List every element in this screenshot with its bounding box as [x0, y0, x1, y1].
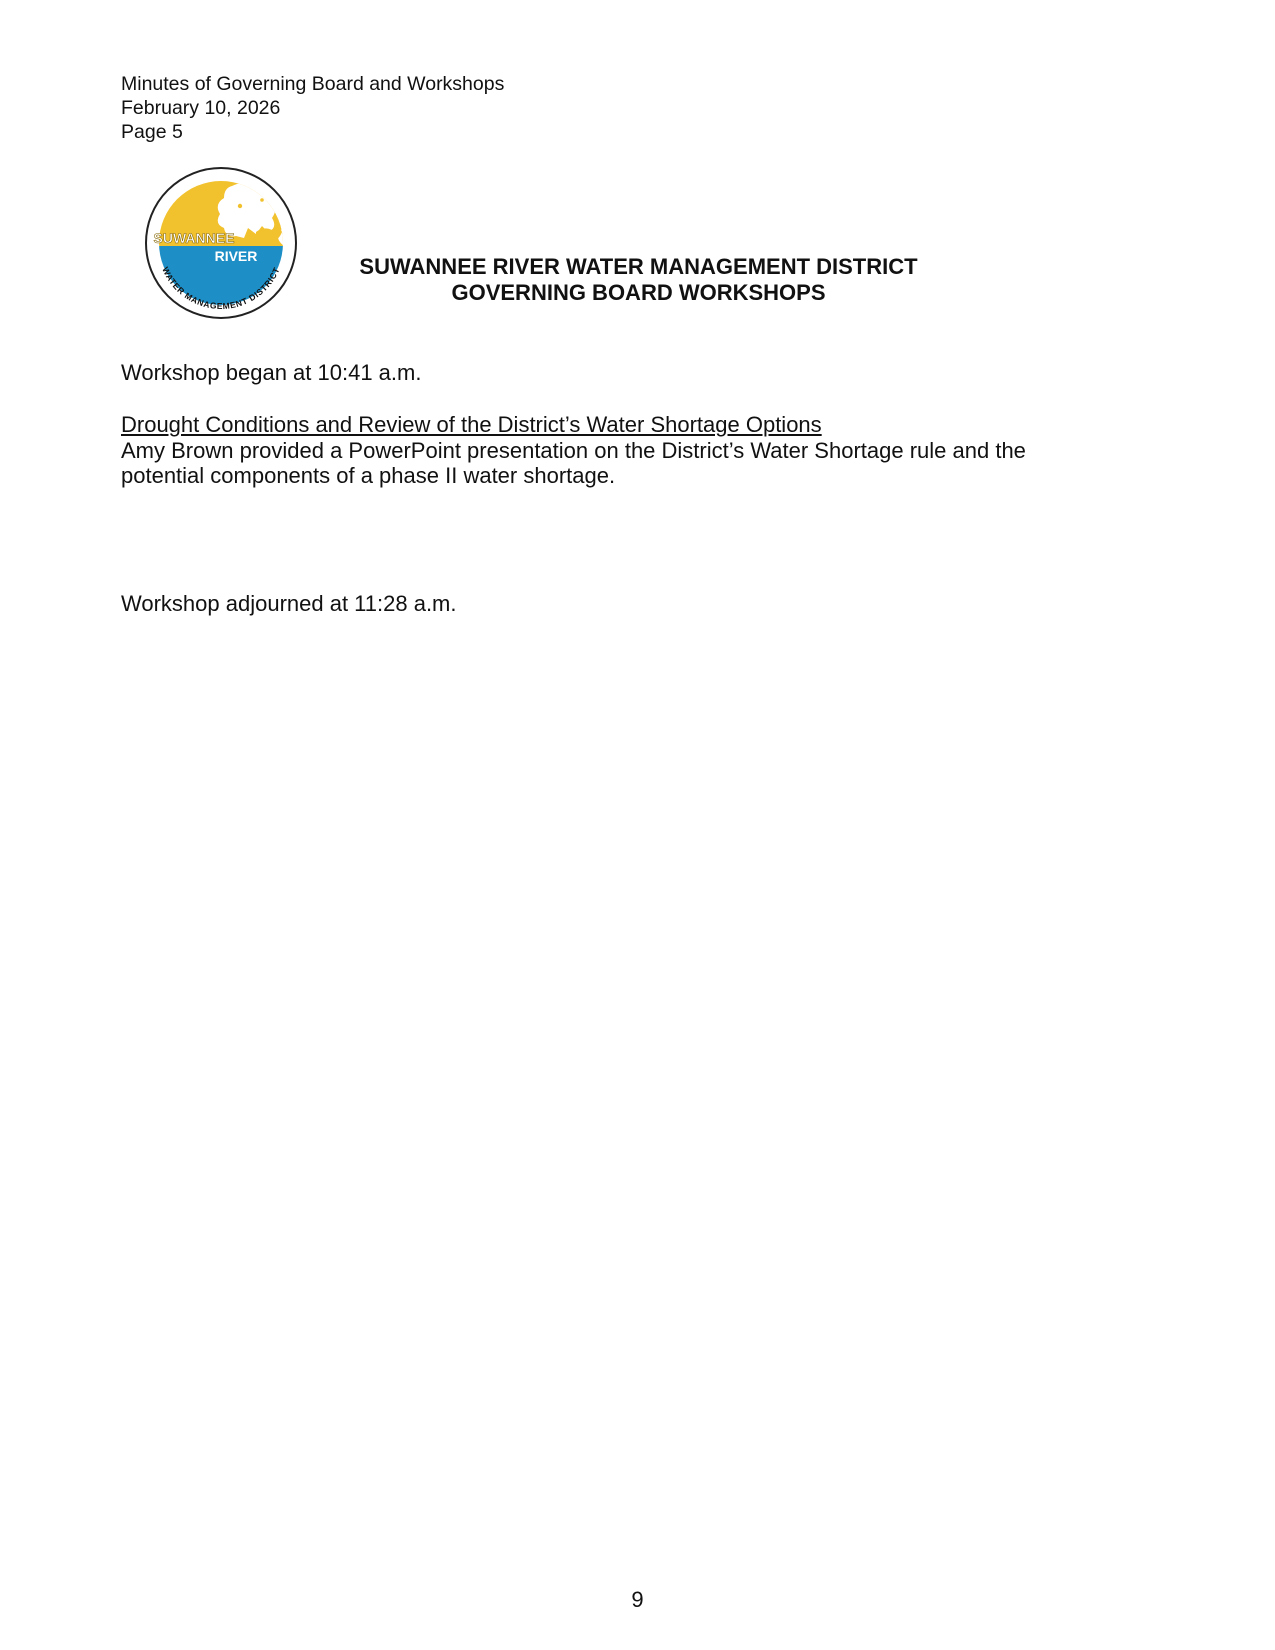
section-body-line-2: potential components of a phase II water shortage. — [121, 463, 616, 488]
svg-text:WATER MANAGEMENT DISTRICT: WATER MANAGEMENT DISTRICT — [160, 265, 282, 312]
meeting-type: GOVERNING BOARD WORKSHOPS — [451, 280, 826, 305]
section-heading: Drought Conditions and Review of the District’s Water Shortage Options — [121, 412, 822, 437]
workshop-adjourned-time: Workshop adjourned at 11:28 a.m. — [121, 591, 457, 616]
svg-text:RIVER: RIVER — [214, 248, 258, 264]
meeting-date: February 10, 2026 — [121, 97, 281, 119]
organization-title — [0, 254, 1275, 306]
organization-name: SUWANNEE RIVER WATER MANAGEMENT DISTRICT — [359, 254, 918, 279]
document-title: Minutes of Governing Board and Workshops — [121, 73, 505, 95]
workshop-start-time: Workshop began at 10:41 a.m. — [121, 360, 422, 385]
agenda-section — [121, 412, 1026, 489]
page-header — [121, 72, 504, 144]
page-number: 9 — [631, 1587, 644, 1612]
page-label: Page 5 — [121, 121, 183, 143]
section-body-line-1: Amy Brown provided a PowerPoint presentation on the District’s Water Shortage rule and the — [121, 437, 1026, 463]
svg-text:SUWANNEE: SUWANNEE — [153, 230, 235, 246]
